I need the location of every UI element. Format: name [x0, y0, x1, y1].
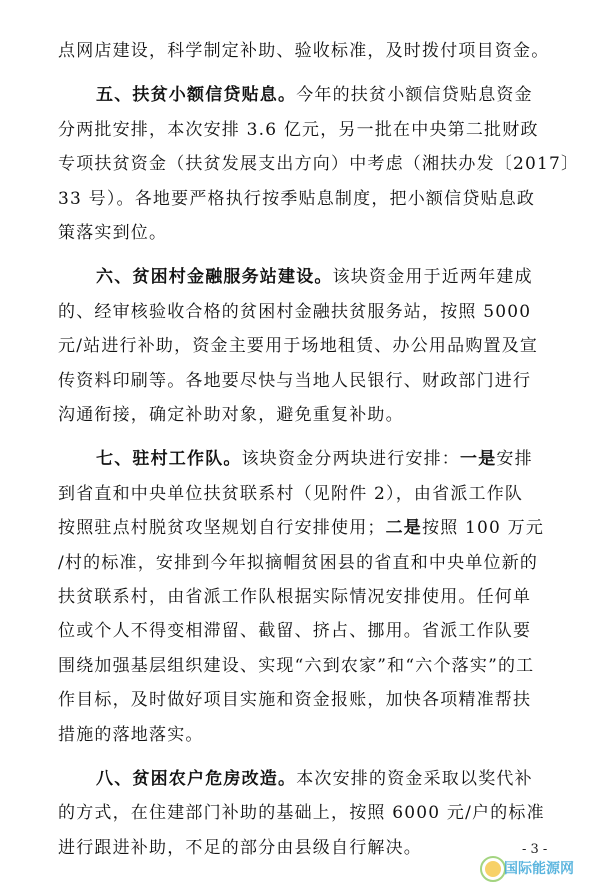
text-line	[58, 149, 579, 179]
line-text: 该块资金分两块进行安排：	[241, 449, 461, 470]
line-text: 元/站进行补助，资金主要用于场地租赁、办公用品购置及宣	[58, 336, 539, 357]
text-line	[58, 582, 531, 612]
line-text: 沟通衔接，确定补助对象，避免重复补助。	[58, 405, 404, 425]
line-text: 按照驻点村脱贫攻坚规划自行安排使用；	[58, 518, 386, 539]
bold-heading: 二是	[385, 518, 423, 539]
line-text: 33 号）。各地要严格执行按季贴息制度，把小额信贷贴息政	[58, 188, 536, 209]
text-line	[96, 262, 533, 292]
text-line	[58, 36, 549, 66]
watermark-text: 国际能源网	[504, 861, 574, 877]
watermark	[478, 848, 596, 890]
page-number: - 3 -	[522, 842, 548, 857]
text-line	[58, 833, 422, 863]
text-line	[58, 400, 404, 430]
line-text: 位或个人不得变相滞留、截留、挤占、挪用。省派工作队要	[58, 621, 532, 642]
bold-heading: 五、扶贫小额信贷贴息。	[96, 85, 297, 106]
text-line	[58, 479, 523, 509]
line-text: 到省直和中央单位扶贫联系村（见附件 2），由省派工作队	[58, 483, 524, 504]
line-text: 进行跟进补助，不足的部分由县级自行解决。	[58, 837, 422, 858]
text-line	[58, 798, 545, 828]
line-text: 作目标，及时做好项目实施和资金报账，加快各项精准帮扶	[58, 690, 532, 711]
bold-heading: 七、驻村工作队。	[96, 449, 242, 470]
line-text: 该块资金用于近两年建成	[332, 267, 533, 288]
text-line	[58, 331, 538, 361]
text-line	[58, 297, 531, 327]
bold-heading: 八、贫困农户危房改造。	[96, 769, 297, 789]
text-line	[58, 651, 534, 681]
text-line	[96, 80, 533, 110]
line-text: /村的标准，安排到今年拟摘帽贫困县的省直和中央单位新的	[58, 552, 539, 573]
line-text: 策落实到位。	[58, 223, 168, 243]
line-text: 措施的落地落实。	[58, 724, 204, 745]
text-line	[58, 685, 531, 715]
line-text: 专项扶贫资金（扶贫发展支出方向）中考虑（湘扶办发〔2017〕	[58, 154, 580, 175]
line-text: 扶贫联系村，由省派工作队根据实际情况安排使用。任何单	[58, 587, 532, 607]
bold-heading: 一是	[460, 449, 497, 470]
line-text: 分两批安排，本次安排 3.6 亿元，另一批在中央第二批财政	[58, 119, 539, 140]
line-text: 今年的扶贫小额信贷贴息资金	[296, 85, 533, 106]
line-text: 的方式，在住建部门补助的基础上，按照 6000 元/户的标准	[58, 803, 545, 824]
text-line	[58, 218, 167, 248]
bold-heading: 六、贫困村金融服务站建设。	[96, 267, 333, 288]
text-line	[58, 184, 535, 214]
text-line	[58, 513, 544, 543]
text-line	[96, 444, 533, 474]
text-line	[58, 548, 538, 578]
text-line	[58, 720, 204, 750]
text-line	[58, 115, 539, 145]
line-text: 的、经审核验收合格的贫困村金融扶贫服务站，按照 5000	[58, 301, 532, 322]
text-line	[58, 616, 531, 646]
line-text: 围绕加强基层组织建设、实现“六到农家”和“六个落实”的工	[58, 655, 535, 676]
line-text: 安排	[496, 449, 533, 470]
text-line	[58, 366, 531, 396]
text-line	[96, 764, 533, 794]
line-text: 传资料印刷等。各地要尽快与当地人民银行、财政部门进行	[58, 370, 532, 391]
line-text: 本次安排的资金采取以奖代补	[296, 769, 533, 789]
line-text: 按照 100 万元	[422, 518, 545, 539]
line-text: 点网店建设，科学制定补助、验收标准，及时拨付项目资金。	[58, 41, 550, 61]
